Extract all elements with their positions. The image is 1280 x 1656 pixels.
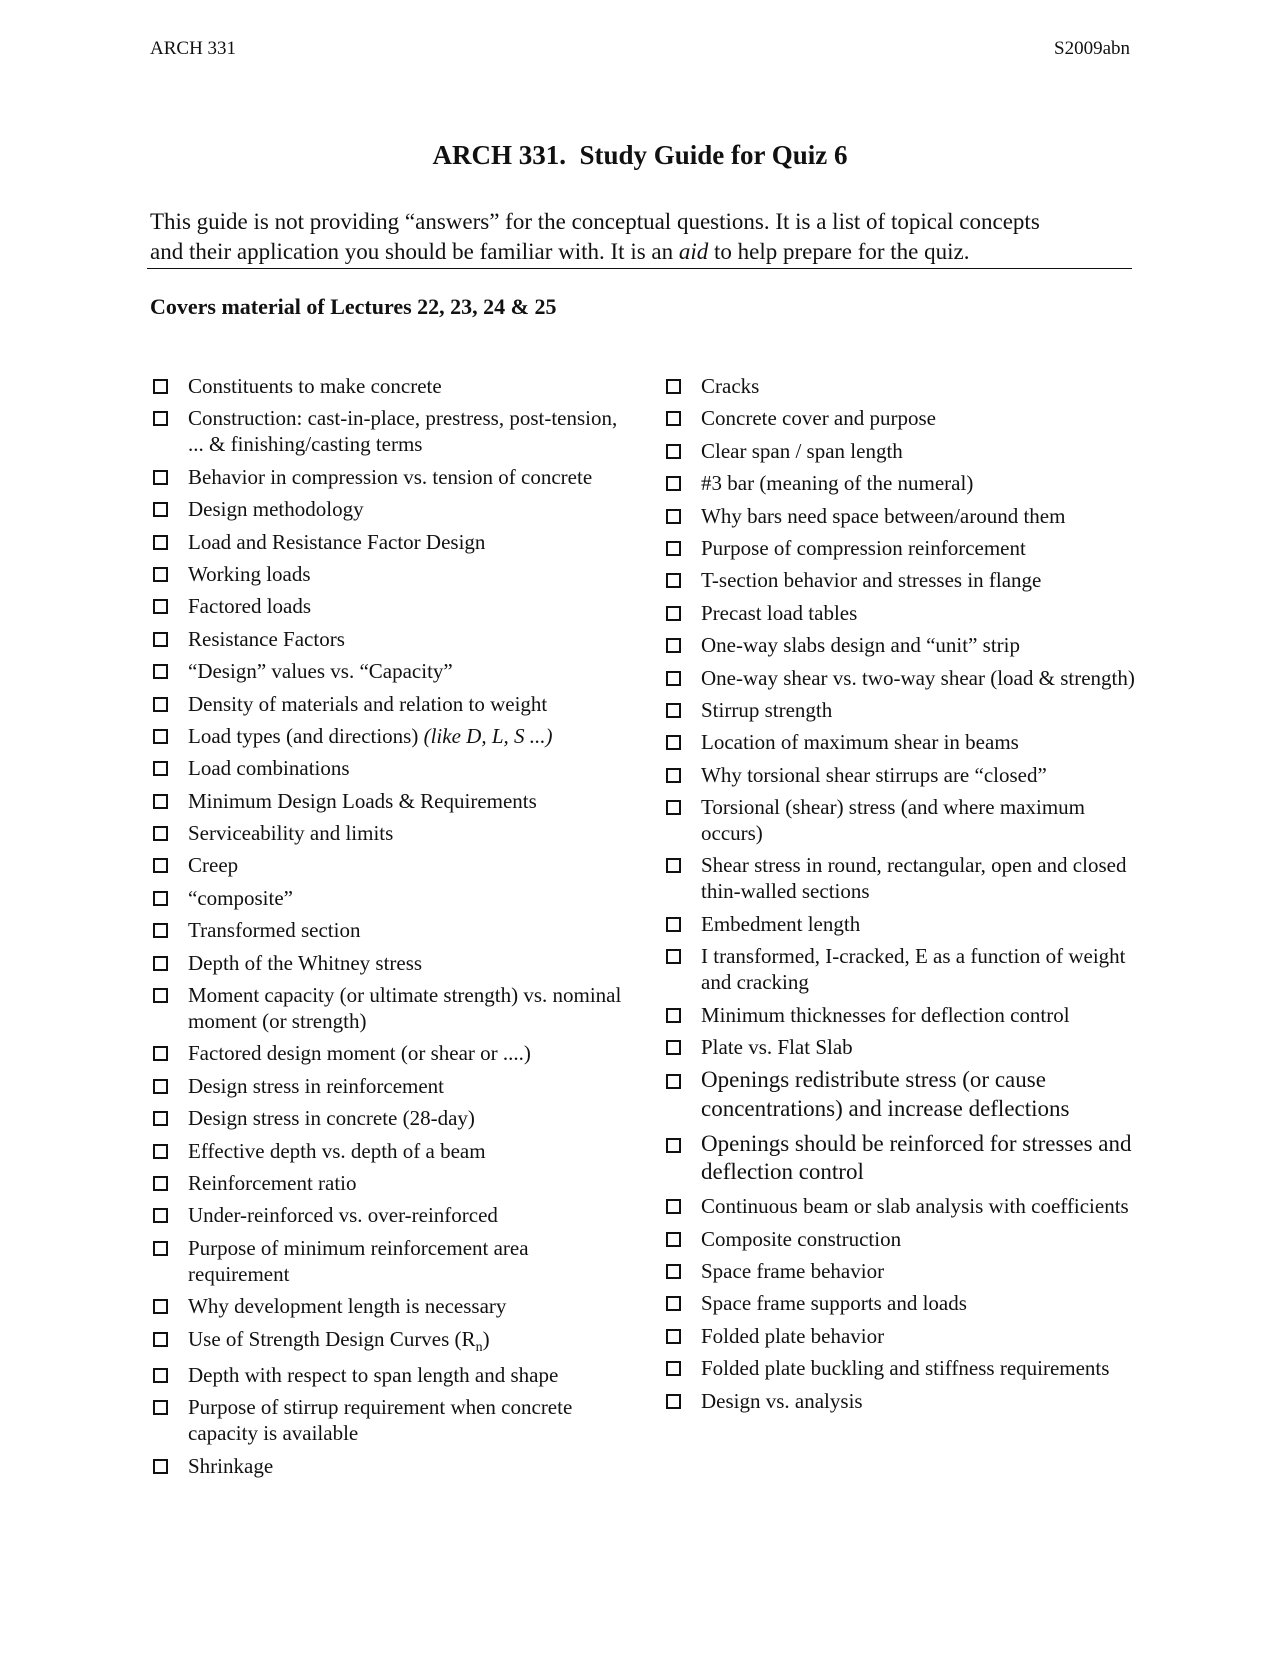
topic-label: Design stress in concrete (28-day) [188,1106,475,1131]
checkbox-icon [153,761,168,776]
topic-label: Space frame behavior [701,1258,885,1283]
checkbox-icon [666,1264,681,1279]
covers-heading: Covers material of Lectures 22, 23, 24 & 25 [150,294,557,319]
topic-item [663,567,1143,593]
checkbox-icon [153,1208,168,1223]
checkbox-icon [666,476,681,491]
topic-list-left [150,373,630,1485]
topic-label: Why bars need space between/around them [701,503,1066,528]
topic-item [150,1326,630,1356]
checkbox-icon [153,956,168,971]
checkbox-icon [153,470,168,485]
topic-item [663,665,1143,691]
topic-label: “Design” values vs. “Capacity” [188,659,453,684]
topic-item [663,1388,1143,1414]
topic-label: Effective depth vs. depth of a beam [188,1138,486,1163]
topic-label: Stirrup strength [701,697,833,722]
checkbox-icon [153,1332,168,1347]
checkbox-icon [666,768,681,783]
topic-item [663,1323,1143,1349]
topic-item [663,600,1143,626]
intro-line-2-end: to help prepare for the quiz. [708,239,970,264]
checkbox-icon [153,664,168,679]
checkbox-icon [666,411,681,426]
topic-label: Density of materials and relation to weight [188,691,548,716]
checkbox-icon [153,826,168,841]
course-code-header: ARCH 331 [150,38,237,59]
topic-label: Under-reinforced vs. over-reinforced [188,1203,498,1228]
topic-item [663,535,1143,561]
topic-label: Working loads [188,561,311,586]
topic-label: Minimum Design Loads & Requirements [188,788,537,813]
checkbox-icon [153,1241,168,1256]
checkbox-icon [153,535,168,550]
topic-label: Use of Strength Design Curves (R [188,1326,476,1351]
topic-item [150,1394,630,1446]
topic-label: One-way shear vs. two-way shear (load & strength) [701,665,1135,690]
divider-rule [147,268,1132,269]
topic-item [150,1040,630,1066]
topic-item [663,943,1143,995]
checkbox-icon [153,988,168,1003]
topic-item [663,470,1143,496]
topic-label: Why development length is necessary [188,1294,507,1319]
topic-label: Openings should be reinforced for stresses and deflection control [701,1130,1132,1185]
topic-label: Concrete cover and purpose [701,406,936,431]
checkbox-icon [153,858,168,873]
topic-item [663,794,1143,846]
topic-label: Purpose of compression reinforcement [701,535,1026,560]
topic-item [663,697,1143,723]
topic-item [150,755,630,781]
topic-label: Cracks [701,374,760,398]
topic-label: Shear stress in round, rectangular, open and closed thin-walled sections [701,853,1127,904]
topic-item [150,1202,630,1228]
checkbox-icon [666,671,681,686]
topic-label: Space frame supports and loads [701,1291,967,1316]
topic-label: Minimum thicknesses for deflection control [701,1002,1070,1027]
topic-label: Continuous beam or slab analysis with coefficients [701,1194,1129,1219]
checkbox-icon [153,1111,168,1126]
topic-item [150,691,630,717]
checkbox-icon [153,599,168,614]
topic-item [150,1453,630,1479]
checkbox-icon [153,1144,168,1159]
topic-label: Reinforcement ratio [188,1170,357,1195]
topic-label: Construction: cast-in-place, prestress, post-tension, ... & finishing/casting terms [188,406,618,457]
topic-label: Factored design moment (or shear or ....) [188,1041,531,1066]
topic-label: Design vs. analysis [701,1388,863,1413]
checkbox-icon [666,1040,681,1055]
topic-label: Factored loads [188,594,312,619]
topic-item [663,729,1143,755]
topic-item [150,1105,630,1131]
subscript-n: n [475,1339,483,1355]
topic-item [150,1362,630,1388]
checkbox-icon [666,541,681,556]
checkbox-icon [666,858,681,873]
topic-item [150,982,630,1034]
topic-item [663,632,1143,658]
checkbox-icon [153,794,168,809]
topic-item [150,1170,630,1196]
topic-item [150,885,630,911]
checkbox-icon [153,1046,168,1061]
topic-item [150,529,630,555]
topic-item [150,852,630,878]
topic-label: Openings redistribute stress (or cause concentrations) and increase deflections [701,1067,1070,1121]
checkbox-icon [153,1400,168,1415]
topic-label: “composite” [188,885,293,910]
checkbox-icon [153,1368,168,1383]
checkbox-icon [153,729,168,744]
topic-label: Folded plate buckling and stiffness requirements [701,1356,1110,1381]
topic-label: Constituents to make concrete [188,374,442,398]
topic-label: Moment capacity (or ultimate strength) vs. nominal moment (or strength) [188,983,622,1034]
topic-label: Design stress in reinforcement [188,1073,445,1098]
topic-label: Location of maximum shear in beams [701,730,1019,755]
topic-item [663,438,1143,464]
topic-label: Precast load tables [701,600,858,625]
topic-item [663,911,1143,937]
topic-label: Transformed section [188,918,361,943]
topic-label: Serviceability and limits [188,821,394,846]
topic-item [150,496,630,522]
topic-label: Torsional (shear) stress (and where maximum occurs) [701,795,1085,846]
topic-item [150,1138,630,1164]
topic-item [150,561,630,587]
intro-line-2 [150,237,1140,267]
checkbox-icon [666,1296,681,1311]
checkbox-icon [666,1361,681,1376]
topic-item [663,1226,1143,1252]
checkbox-icon [153,379,168,394]
topic-item [663,503,1143,529]
topic-label: Shrinkage [188,1453,274,1478]
checkbox-icon [153,1459,168,1474]
topic-label: Load combinations [188,756,350,781]
checkbox-icon [153,891,168,906]
checkbox-icon [666,917,681,932]
topic-label: Why torsional shear stirrups are “closed” [701,762,1047,787]
topic-item [663,1193,1143,1219]
topic-item [663,373,1143,399]
topic-item [150,950,630,976]
topic-label: Plate vs. Flat Slab [701,1035,853,1060]
load-types-note: (like D, L, S ...) [423,723,553,748]
topic-item [663,1034,1143,1060]
topic-label: Resistance Factors [188,626,345,651]
topic-item [150,788,630,814]
checkbox-icon [666,1329,681,1344]
topic-item [150,405,630,457]
topic-item [150,464,630,490]
checkbox-icon [153,502,168,517]
intro-line-2-start: and their application you should be familiar with. It is an [150,239,679,264]
checkbox-icon [666,735,681,750]
checkbox-icon [153,923,168,938]
topic-item [150,593,630,619]
topic-label: T-section behavior and stresses in flange [701,568,1042,593]
topic-list-right [663,373,1143,1420]
intro-line-1: This guide is not providing “answers” for the conceptual questions. It is a list of topical concepts [150,209,1040,234]
checkbox-icon [153,1079,168,1094]
topic-label: Composite construction [701,1226,902,1251]
topic-item [663,405,1143,431]
checkbox-icon [153,632,168,647]
topic-label: Depth with respect to span length and shape [188,1362,559,1387]
topic-label: Embedment length [701,911,861,936]
topic-label: Clear span / span length [701,438,903,463]
topic-item [150,658,630,684]
topic-item [150,1073,630,1099]
topic-item [150,373,630,399]
topic-label: I transformed, I-cracked, E as a function of weight and cracking [701,944,1126,995]
checkbox-icon [153,567,168,582]
intro-paragraph [150,207,1140,267]
topic-item [150,1293,630,1319]
topic-label: Load types (and directions) [188,723,419,748]
checkbox-icon [666,379,681,394]
page-title: ARCH 331. Study Guide for Quiz 6 [432,140,848,170]
checkbox-icon [153,697,168,712]
topic-label: Design methodology [188,497,364,522]
topic-item [150,723,630,749]
checkbox-icon [666,1138,681,1153]
checkbox-icon [666,800,681,815]
topic-item [150,917,630,943]
topic-item [663,1290,1143,1316]
topic-item [663,1355,1143,1381]
curves-close: ) [482,1326,490,1351]
topic-label: Depth of the Whitney stress [188,950,423,975]
topic-label: Creep [188,853,239,878]
checkbox-icon [666,1394,681,1409]
topic-item [150,820,630,846]
checkbox-icon [666,638,681,653]
checkbox-icon [153,411,168,426]
topic-label: Folded plate behavior [701,1323,885,1348]
checkbox-icon [666,949,681,964]
checkbox-icon [666,1008,681,1023]
topic-item [150,1235,630,1287]
topic-item [663,1066,1143,1123]
topic-label: Behavior in compression vs. tension of concrete [188,464,593,489]
topic-item [663,1258,1143,1284]
topic-label: Purpose of minimum reinforcement area requirement [188,1235,529,1286]
checkbox-icon [153,1299,168,1314]
topic-label: #3 bar (meaning of the numeral) [701,471,974,496]
topic-item [150,626,630,652]
topic-label: One-way slabs design and “unit” strip [701,633,1021,658]
checkbox-icon [153,1176,168,1191]
topic-label: Load and Resistance Factor Design [188,529,486,554]
checkbox-icon [666,1232,681,1247]
topic-item [663,762,1143,788]
checkbox-icon [666,1074,681,1089]
checkbox-icon [666,703,681,718]
topic-item [663,852,1143,904]
checkbox-icon [666,1199,681,1214]
checkbox-icon [666,606,681,621]
intro-emphasis: aid [678,239,709,264]
topic-item [663,1130,1143,1187]
checkbox-icon [666,573,681,588]
topic-item [663,1002,1143,1028]
checkbox-icon [666,509,681,524]
topic-label: Purpose of stirrup requirement when concrete capacity is available [188,1395,573,1446]
checkbox-icon [666,444,681,459]
term-code-header: S2009abn [1054,38,1130,59]
